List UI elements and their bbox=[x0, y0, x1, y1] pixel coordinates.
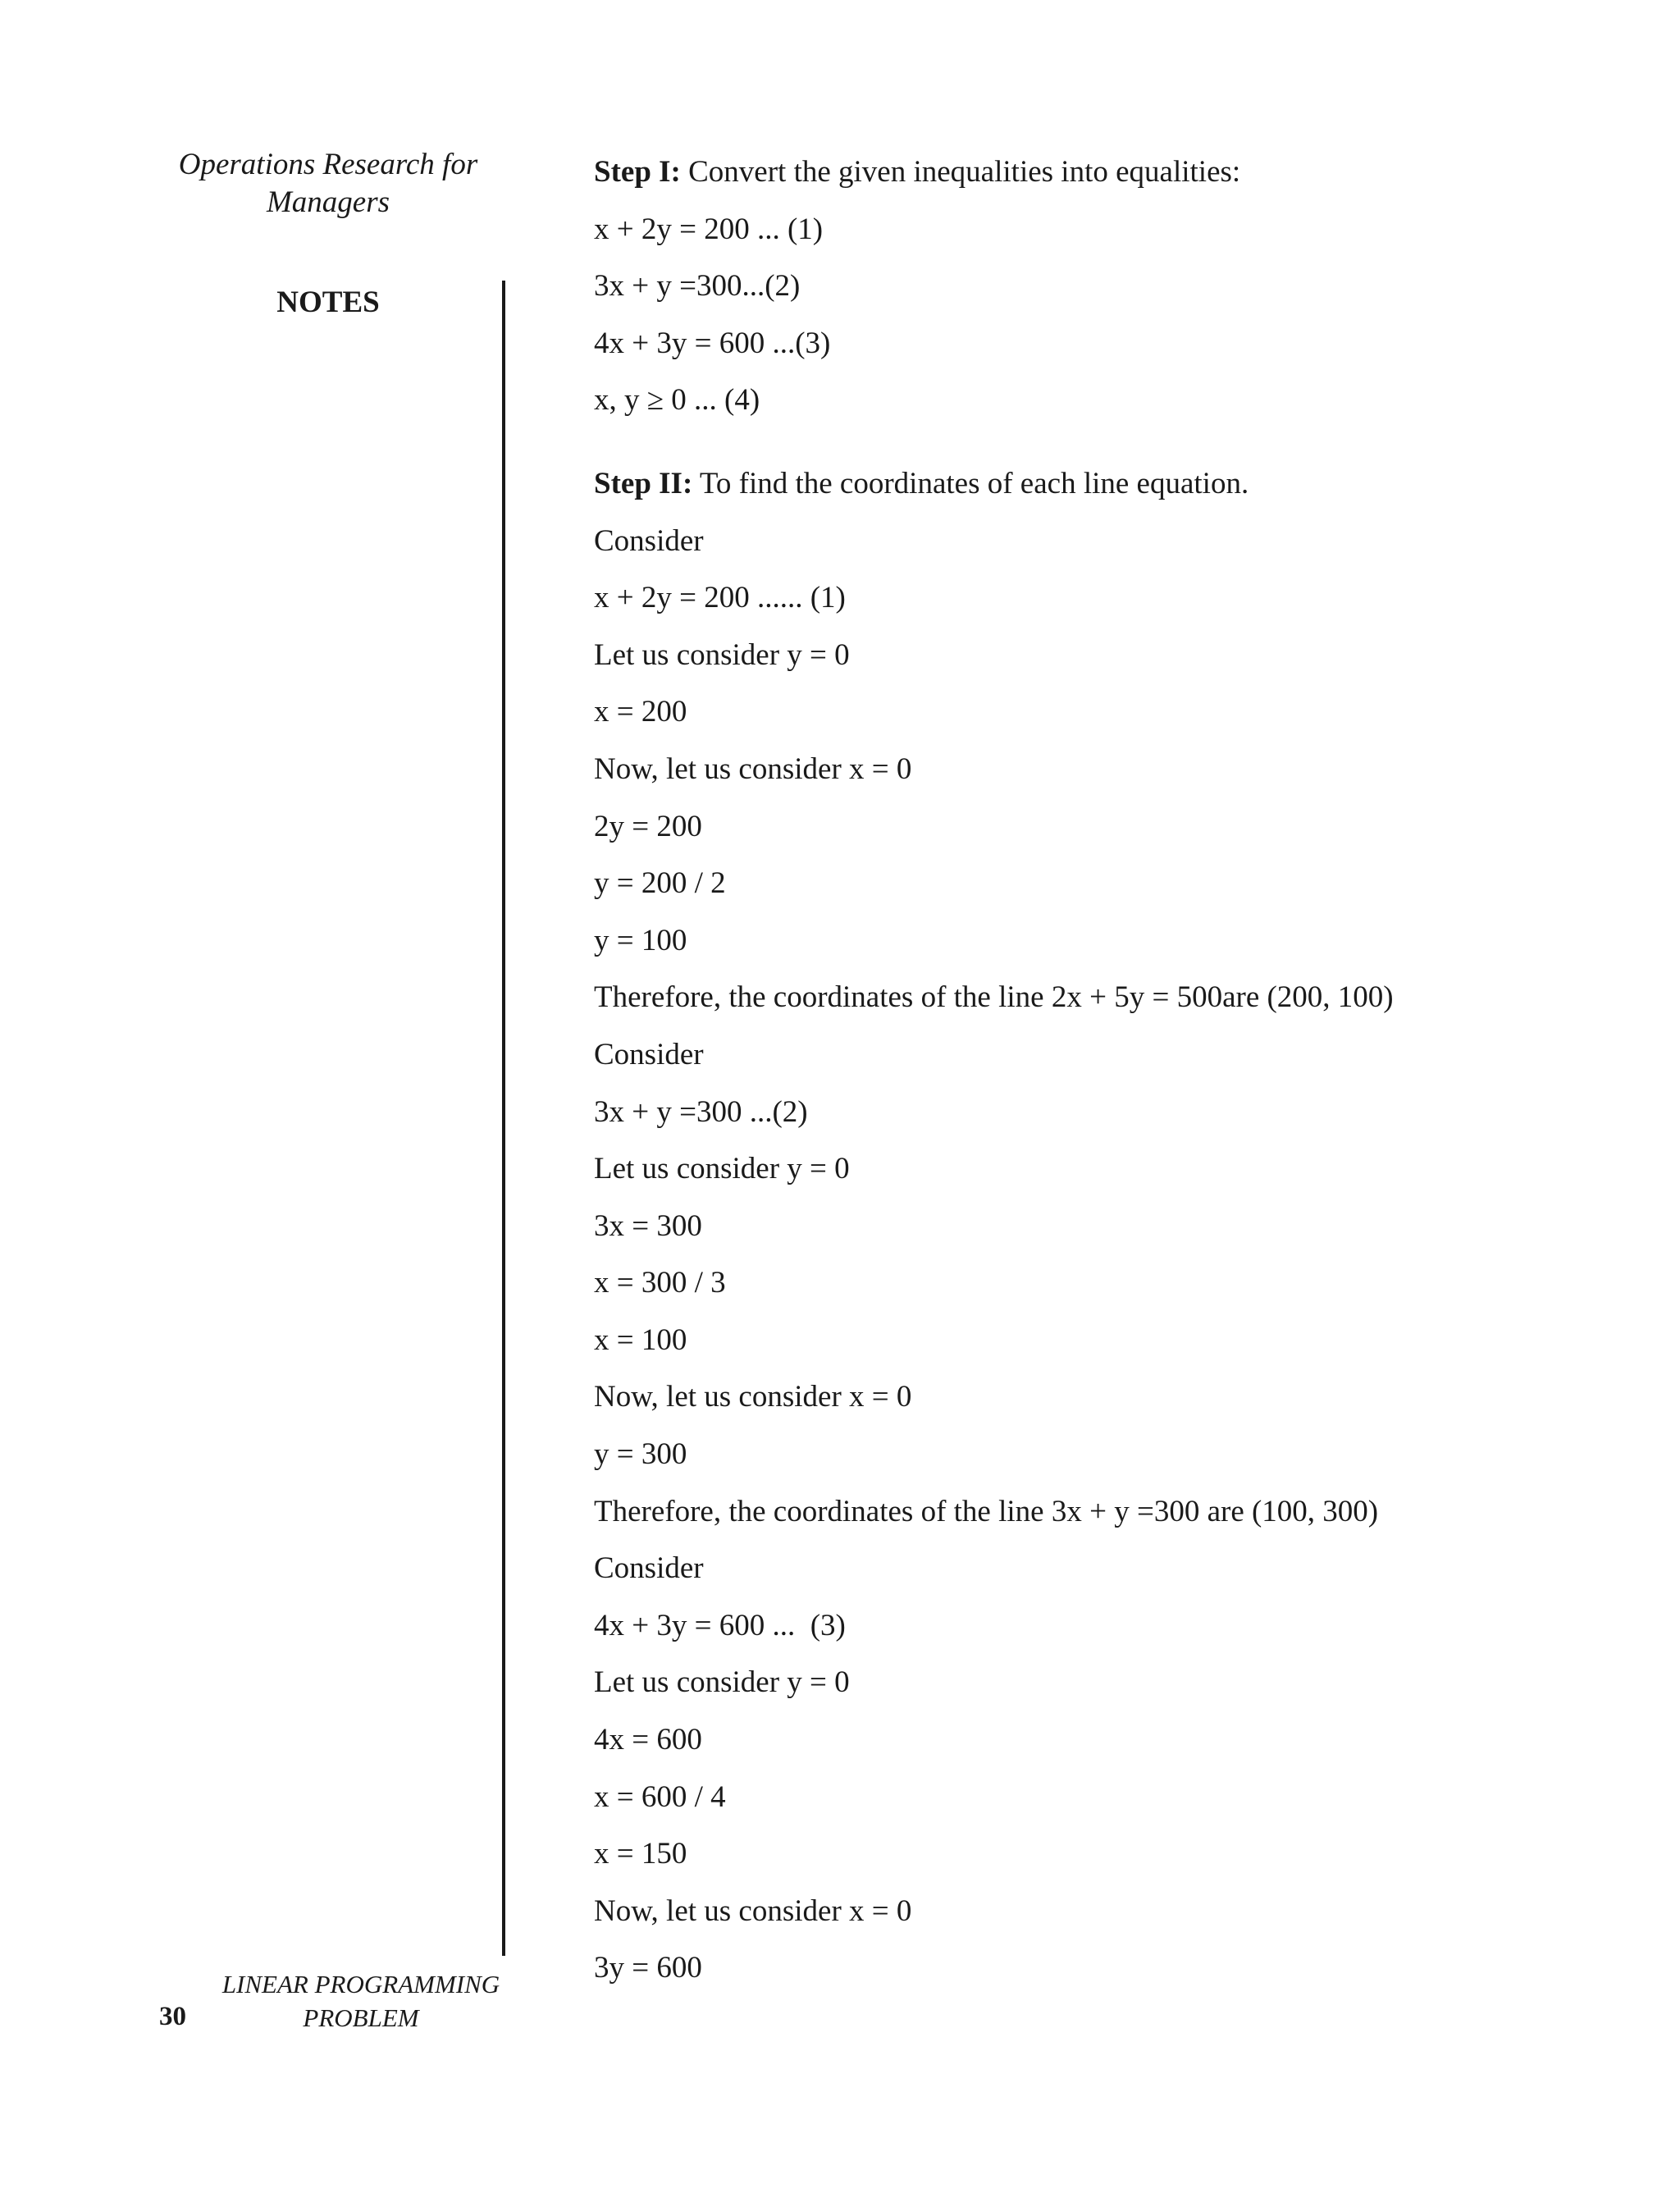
step-2-line: x = 300 / 3 bbox=[594, 1266, 726, 1300]
page-number: 30 bbox=[159, 2002, 186, 2031]
chapter-footer bbox=[213, 1967, 509, 2035]
section-gap bbox=[594, 433, 1652, 459]
step-2-line: Let us consider y = 0 bbox=[594, 1665, 850, 1700]
step-2-line: Therefore, the coordinates of the line 3x + y =300 are (100, 300) bbox=[594, 1494, 1379, 1528]
step-2-line: 4x = 600 bbox=[594, 1723, 702, 1757]
chapter-footer-line-2: PROBLEM bbox=[303, 2003, 419, 2032]
step-2-line: 3x + y =300 ...(2) bbox=[594, 1094, 808, 1129]
step-1-line: 3x + y =300...(2) bbox=[594, 269, 801, 304]
step-2-line: x = 200 bbox=[594, 695, 687, 729]
step-2-line: 3y = 600 bbox=[594, 1951, 702, 1985]
step-2-line: y = 100 bbox=[594, 923, 687, 957]
step-2-line: Now, let us consider x = 0 bbox=[594, 1380, 912, 1414]
step-2-line: Let us consider y = 0 bbox=[594, 1152, 850, 1186]
step-2-line: Consider bbox=[594, 1037, 704, 1071]
step-2-text: To find the coordinates of each line equation. bbox=[692, 466, 1249, 500]
book-title bbox=[131, 146, 525, 222]
main-content bbox=[594, 148, 1652, 2001]
step-1-line: x + 2y = 200 ... (1) bbox=[594, 212, 824, 246]
step-2-line: Consider bbox=[594, 523, 704, 558]
step-2-line: x = 600 / 4 bbox=[594, 1779, 726, 1814]
step-2-line: x + 2y = 200 ...... (1) bbox=[594, 581, 846, 615]
notes-divider bbox=[502, 281, 505, 1956]
step-2-line: Now, let us consider x = 0 bbox=[594, 1893, 912, 1928]
step-2-line: Now, let us consider x = 0 bbox=[594, 751, 912, 786]
step-2-line: 3x = 300 bbox=[594, 1208, 702, 1243]
step-1-heading bbox=[594, 148, 1652, 205]
step-1-label: Step I: bbox=[594, 155, 681, 189]
step-2-line: 4x + 3y = 600 ... (3) bbox=[594, 1608, 846, 1642]
step-2-label: Step II: bbox=[594, 466, 693, 500]
step-2-heading bbox=[594, 459, 1652, 517]
book-title-line-1: Operations Research for bbox=[178, 148, 478, 181]
step-2-line: Therefore, the coordinates of the line 2x + 5y = 500are (200, 100) bbox=[594, 980, 1394, 1015]
step-2-line: 2y = 200 bbox=[594, 809, 702, 843]
book-title-line-2: Managers bbox=[266, 185, 390, 219]
step-1-line: x, y ≥ 0 ... (4) bbox=[594, 383, 760, 418]
step-1-text: Convert the given inequalities into equalities: bbox=[680, 155, 1241, 189]
chapter-footer-line-1: LINEAR PROGRAMMING bbox=[221, 1970, 500, 1998]
step-2-line: x = 150 bbox=[594, 1837, 687, 1871]
step-2-line: Let us consider y = 0 bbox=[594, 637, 850, 672]
step-2-line: Consider bbox=[594, 1551, 704, 1586]
step-2-line: y = 300 bbox=[594, 1437, 687, 1472]
step-2-line: x = 100 bbox=[594, 1322, 687, 1357]
step-1-line: 4x + 3y = 600 ...(3) bbox=[594, 326, 831, 360]
notes-label: NOTES bbox=[276, 285, 380, 319]
step-2-line: y = 200 / 2 bbox=[594, 866, 726, 901]
